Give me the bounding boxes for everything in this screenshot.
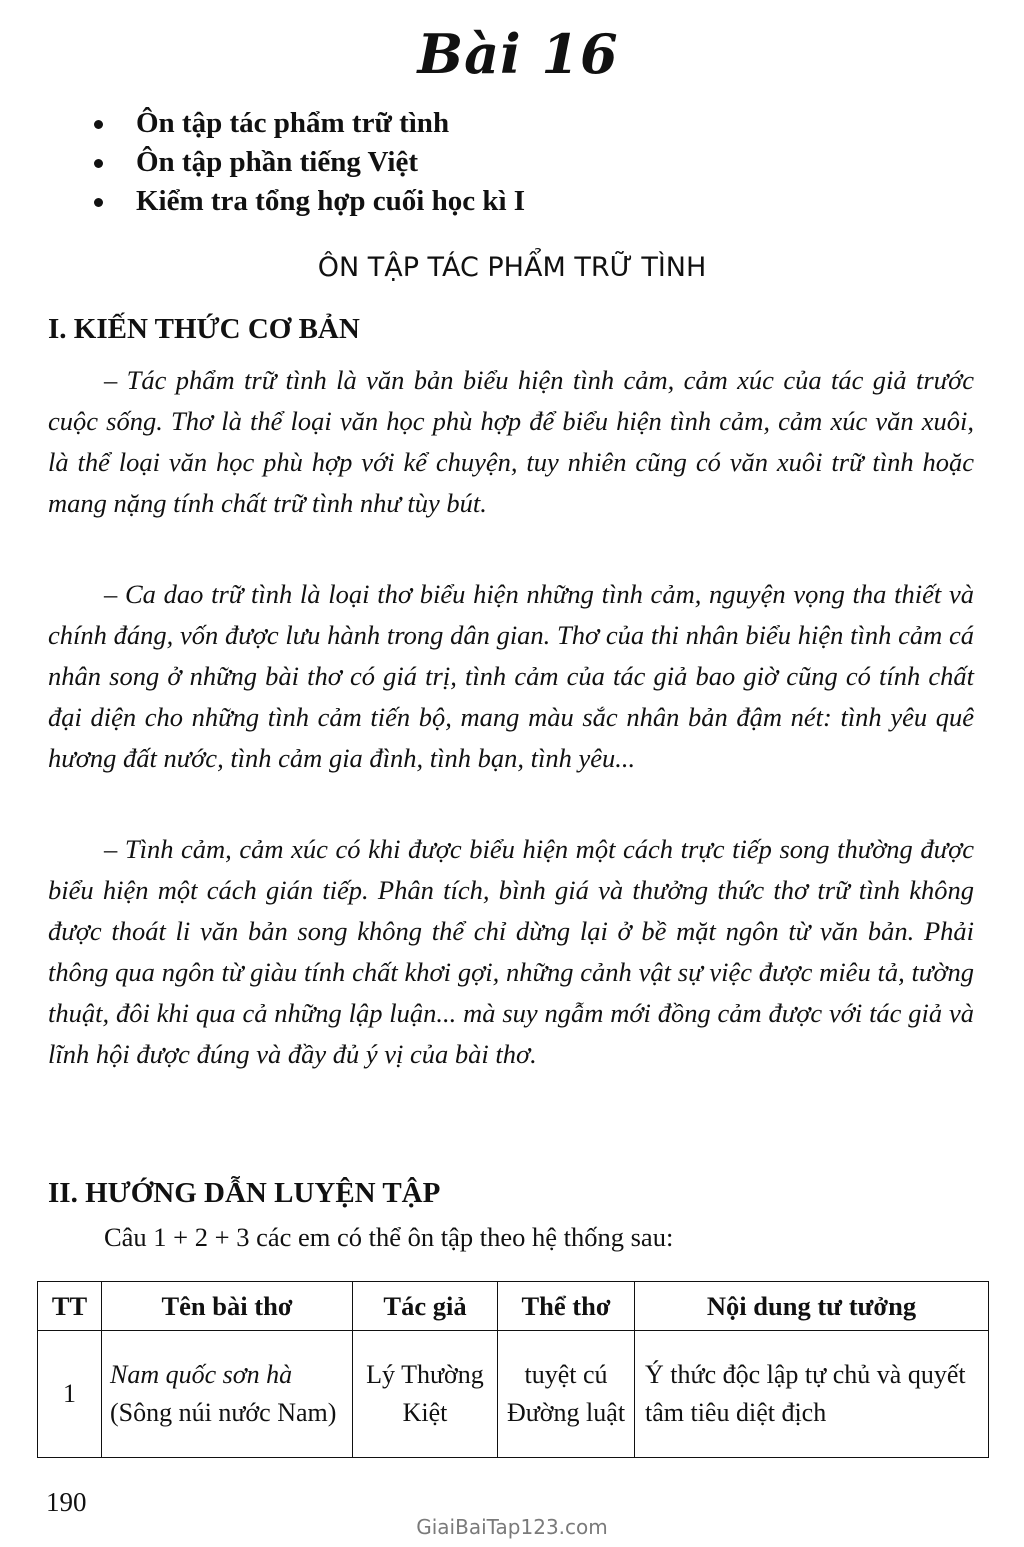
topic-item: [92, 104, 525, 143]
column-header-form: Thể thơ: [498, 1282, 635, 1331]
author-cell: Lý Thường Kiệt: [353, 1331, 498, 1458]
topic-text: Ôn tập tác phẩm trữ tình: [136, 107, 450, 139]
watermark: GiaiBaiTap123.com: [416, 1515, 608, 1539]
topic-text: Kiểm tra tổng hợp cuối học kì I: [136, 185, 526, 217]
column-header-content: Nội dung tư tưởng: [635, 1282, 989, 1331]
column-header-tt: TT: [38, 1282, 102, 1331]
content-cell: Ý thức độc lập tự chủ và quyết tâm tiêu diệt địch: [635, 1331, 989, 1458]
exercise-intro: Câu 1 + 2 + 3 các em có thể ôn tập theo hệ thống sau:: [104, 1222, 674, 1252]
poem-form-cell: tuyệt cú Đường luật: [498, 1331, 635, 1458]
part2-heading: II. HƯỚNG DẪN LUYỆN TẬP: [48, 1177, 441, 1209]
column-header-author: Tác giả: [353, 1282, 498, 1331]
bullet-icon: [94, 120, 103, 129]
topic-list: [92, 104, 525, 221]
lesson-title: Bài 16: [417, 22, 619, 86]
poem-title: Nam quốc sơn hà: [110, 1360, 293, 1389]
bullet-icon: [94, 159, 103, 168]
part1-heading: I. KIẾN THỨC CƠ BẢN: [48, 313, 360, 345]
table-header-row: [38, 1282, 989, 1331]
section-heading: ÔN TẬP TÁC PHẨM TRỮ TÌNH: [317, 252, 707, 283]
row-number: 1: [38, 1331, 102, 1458]
poem-title-cell: [102, 1331, 353, 1458]
paragraph: – Tình cảm, cảm xúc có khi được biểu hiện một cách trực tiếp song thường được biểu hiện một cách gián tiếp. Phân tích, bình giá và thưởng thức thơ trữ tình không được thoát li văn bản song không thể chỉ dừng lại ở bề mặt ngôn từ văn bản. Phải thông qua ngôn từ giàu tính chất khơi gợi, những cảnh vật sự việc được miêu tả, tường thuật, đôi khi qua cả những lập luận... mà suy ngẫm mới đồng cảm được với tác giả và lĩnh hội được đúng và đầy đủ ý vị của bài thơ.: [48, 834, 974, 1069]
topic-item: [92, 143, 525, 182]
column-header-title: Tên bài thơ: [102, 1282, 353, 1331]
poem-review-table: [37, 1281, 989, 1458]
topic-text: Ôn tập phần tiếng Việt: [136, 146, 418, 178]
table-row: [38, 1331, 989, 1458]
bullet-icon: [94, 198, 103, 207]
poem-subtitle: (Sông núi nước Nam): [110, 1398, 337, 1427]
page-number: 190: [46, 1487, 87, 1517]
topic-item: [92, 182, 525, 221]
paragraph: – Ca dao trữ tình là loại thơ biểu hiện những tình cảm, nguyện vọng tha thiết và chính đáng, vốn được lưu hành trong dân gian. Thơ của thi nhân biểu hiện tình cảm cá nhân song ở những bài thơ có giá trị, tình cảm của tác giả bao giờ cũng có tính chất đại diện cho những tình cảm tiến bộ, mang màu sắc nhân bản đậm nét: tình yêu quê hương đất nước, tình cảm gia đình, tình bạn, tình yêu...: [48, 579, 974, 773]
paragraph: – Tác phẩm trữ tình là văn bản biểu hiện tình cảm, cảm xúc của tác giả trước cuộc sống. Thơ là thể loại văn học phù hợp để biểu hiện tình cảm, cảm xúc văn xuôi, là thể loại văn học phù hợp với kể chuyện, tuy nhiên cũng có văn xuôi trữ tình hoặc mang nặng tính chất trữ tình như tùy bút.: [48, 365, 974, 518]
